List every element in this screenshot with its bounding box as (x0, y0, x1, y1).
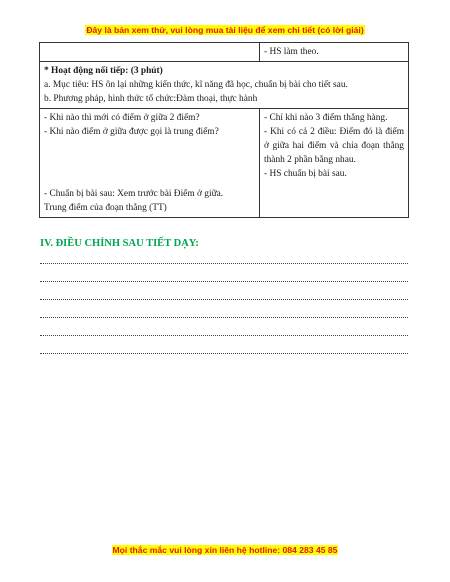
table-row (40, 62, 409, 109)
activity-cell (40, 62, 409, 109)
table-row (40, 109, 409, 218)
dotted-line (40, 281, 408, 282)
student-answer-2: - Khi có cả 2 điều: Điểm đó là điểm ở giữa hai điểm và chia đoạn thẳng thành 2 phần bằng nhau. (264, 127, 404, 165)
student-activity-cell (260, 109, 409, 218)
teacher-question-1: - Khi nào thì mới có điểm ở giữa 2 điểm? (44, 113, 200, 123)
activity-method: b. Phương pháp, hình thức tổ chức:Đàm thoại, thực hành (44, 94, 258, 104)
teacher-prep-line-2: Trung điểm của đoạn thẳng (TT) (44, 203, 167, 213)
hotline-banner (0, 545, 450, 555)
section-heading: IV. ĐIỀU CHỈNH SAU TIẾT DẠY: (40, 238, 199, 249)
dotted-line (40, 335, 408, 336)
table-cell (260, 43, 409, 62)
activity-objective: a. Mục tiêu: HS ôn lại những kiến thức, kĩ năng đã học, chuẩn bị bài cho tiết sau. (44, 80, 348, 90)
teacher-prep-line-1: - Chuẩn bị bài sau: Xem trước bài Điểm ở giữa. (44, 189, 224, 199)
dotted-line (40, 299, 408, 300)
preview-notice-banner (0, 25, 450, 35)
dotted-line (40, 263, 408, 264)
student-answer-1: - Chỉ khi nào 3 điểm thẳng hàng. (264, 113, 388, 123)
hotline-text: Mọi thắc mắc vui lòng xin liên hệ hotline: 084 283 45 85 (112, 545, 338, 555)
dotted-line (40, 317, 408, 318)
student-answer-3: - HS chuẩn bị bài sau. (264, 169, 347, 179)
table-cell-empty (40, 43, 260, 62)
dotted-line (40, 353, 408, 354)
table-row (40, 43, 409, 62)
activity-title: * Hoạt động nối tiếp: (3 phút) (44, 66, 163, 76)
teacher-question-2: - Khi nào điểm ở giữa được gọi là trung điểm? (44, 127, 219, 137)
student-action-text: - HS làm theo. (264, 47, 319, 57)
teacher-activity-cell (40, 109, 260, 218)
preview-notice-text: Đây là bản xem thử, vui lòng mua tài liệu để xem chi tiết (có lời giải) (86, 25, 364, 35)
lesson-table (39, 42, 409, 218)
